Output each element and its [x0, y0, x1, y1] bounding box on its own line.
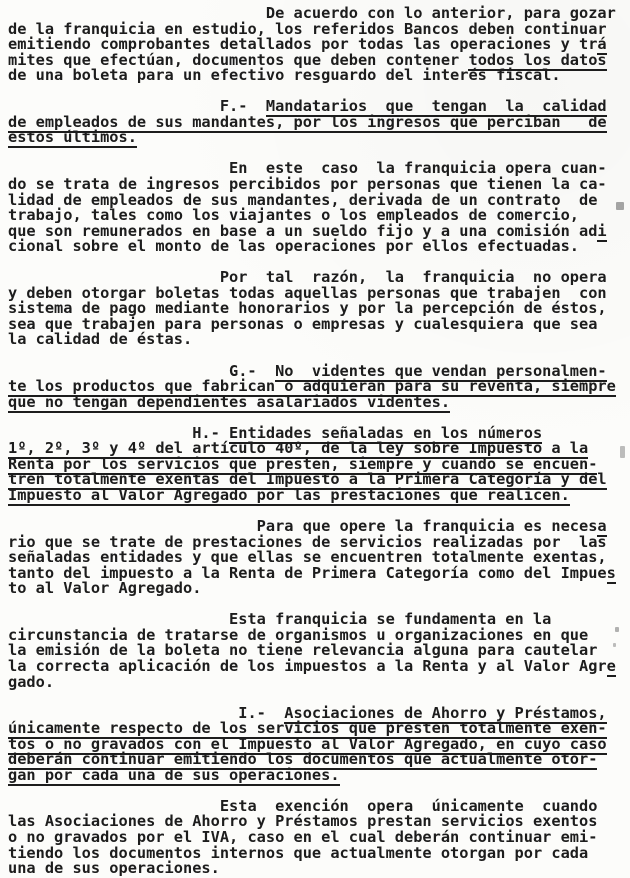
underlined-text: tren totalmente exentas del Impuesto a la Primera Categoría y del — [8, 470, 607, 489]
plain-text: mites que efectúan, documentos que deben contener — [8, 50, 469, 69]
plain-text: sea que trabajen para personas o empresas y cualesquiera que sea — [8, 314, 598, 333]
plain-text: la correcta aplicación de los impuestos a la Renta y al Valor Agr — [8, 656, 607, 675]
text-line — [8, 765, 630, 784]
underlined-text: Mandatarios que tengan la calidad — [265, 97, 607, 116]
underlined-text: No videntes que vendan personalmen- — [275, 361, 607, 380]
plain-text: o no gravados por el IVA, caso en el cual deberán continuar emi- — [8, 827, 598, 846]
scan-artifact — [620, 446, 625, 458]
underlined-text: que no tengan dependientes asalariados videntes. — [8, 392, 451, 411]
plain-text: la calidad de éstas. — [8, 330, 193, 349]
underlined-text: tos o no gravados con el Impuesto al Valor Agregado, en cuyo caso — [8, 734, 607, 753]
plain-text: que son remunerados en base a un sueldo fijo y a una comisión ad — [8, 221, 598, 240]
plain-text: circunstancia de tratarse de organismos u organizaciones en que — [8, 625, 589, 644]
plain-text: Para que opere la franquicia es neces — [256, 517, 598, 536]
text-line — [8, 68, 630, 84]
plain-text: do se trata de ingresos percibidos por personas que tienen la ca- — [8, 175, 607, 194]
text-line — [8, 239, 630, 255]
plain-text: sistema de pago mediante honorarios y por la percepción de éstos, — [8, 299, 607, 318]
plain-text: de la franquicia en estudio, los referidos Bancos deben continuar — [8, 19, 607, 38]
underlined-text: Renta por los servicios que presten, siempre y cuando se encuen- — [8, 454, 598, 473]
underlined-text: Entidades señaladas en los números — [229, 423, 543, 442]
underlined-text: Asociaciones de Ahorro y Préstamos, — [284, 703, 607, 722]
plain-text: emitiendo comprobantes detallados por todas las operaciones y tr — [8, 35, 598, 54]
plain-text: H.- — [192, 423, 230, 442]
scan-artifact — [615, 627, 619, 632]
underlined-text: gan por cada una de sus operaciones. — [8, 765, 340, 784]
plain-text: la emisión de la boleta no tiene relevancia alguna para cautelar — [8, 641, 598, 660]
plain-text: to al Valor Agregado. — [8, 579, 202, 598]
plain-text: una de sus operaciones. — [8, 859, 220, 878]
plain-text: gado. — [8, 672, 55, 691]
plain-text: F.- — [219, 97, 266, 116]
plain-text: De acuerdo con lo anterior, para gozar — [265, 4, 616, 22]
plain-text: de una boleta para un efectivo resguardo del interés fiscal. — [8, 66, 561, 85]
text-line — [8, 392, 630, 411]
plain-text: lidad de empleados de sus mandantes, derivada de un contrato de — [8, 190, 598, 209]
text-line — [8, 656, 630, 675]
plain-text: rio que se trate de prestaciones de servicios realizadas por las — [8, 532, 607, 551]
underlined-text: á — [597, 35, 607, 54]
text-line — [8, 332, 630, 348]
underlined-text: i — [597, 221, 607, 240]
underlined-text: de empleados de sus mandantes, por los ingresos que perciban de — [8, 112, 607, 131]
plain-text: señaladas entidades y que ellas se encuentren totalmente exentas, — [8, 548, 607, 567]
underlined-text: s — [606, 563, 616, 582]
plain-text: Esta exención opera únicamente cuando — [219, 796, 598, 815]
underlined-text: e — [606, 656, 616, 675]
underlined-text: te los productos que fabrican o adquieran para su reventa, siempre — [8, 377, 616, 396]
plain-text: En este caso la franquicia opera cuan- — [229, 159, 607, 178]
plain-text: y deben otorgar boletas todas aquellas personas que trabajen con — [8, 283, 607, 302]
underlined-text: únicamente respecto de los servicios que presten totalmente exen- — [8, 719, 607, 738]
document-body — [8, 6, 630, 877]
underlined-text: todos los datos — [468, 50, 607, 69]
text-line — [8, 581, 630, 597]
plain-text: tiendo los documentos internos que actualmente otorgan por cada — [8, 843, 589, 862]
underlined-text: 1º, 2º, 3º y 4º del artículo 40º, de la ley sobre Impuesto a la — [8, 439, 589, 458]
text-line — [8, 485, 630, 504]
scan-artifact — [616, 202, 624, 210]
underlined-text: deberán continuar emitiendo los documentos que actualmente otor- — [8, 750, 598, 769]
plain-text: G.- — [229, 361, 276, 380]
scan-artifact — [613, 643, 616, 647]
plain-text: tanto del impuesto a la Renta de Primera Categoría como del Impue — [8, 563, 607, 582]
plain-text: Por tal razón, la franquicia no opera — [219, 268, 607, 287]
plain-text: cional sobre el monto de las operaciones por ellos efectuadas. — [8, 237, 579, 256]
underlined-text: Impuesto al Valor Agregado por las prestaciones que realicen. — [8, 485, 570, 504]
text-line — [8, 672, 630, 691]
text-line — [8, 861, 630, 877]
underlined-text: a — [597, 517, 607, 536]
plain-text: Esta franquicia se fundamenta en la — [229, 610, 552, 629]
plain-text: trabajo, tales como los viajantes o los empleados de comercio, — [8, 206, 579, 225]
underlined-text: estos últimos. — [8, 128, 137, 147]
plain-text: I.- — [238, 703, 285, 722]
plain-text: las Asociaciones de Ahorro y Préstamos prestan servicios exentos — [8, 812, 598, 831]
